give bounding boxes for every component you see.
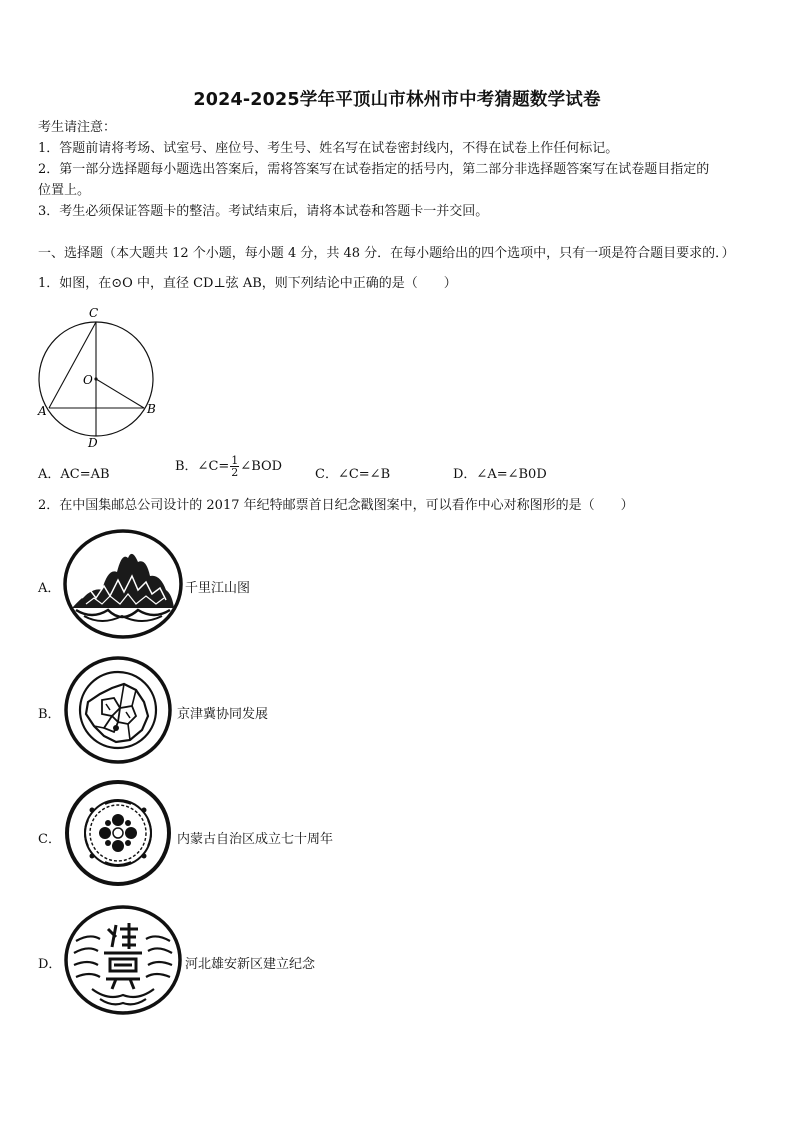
q2-option-a-caption: 千里江山图 (185, 581, 251, 596)
notice-item-2: 2．第一部分选择题每小题选出答案后，需将答案写在试卷指定的括号内，第二部分非选择题答案写在试卷题目指定的 (38, 162, 710, 177)
q2-option-a-letter: A． (38, 581, 61, 596)
q1-option-b (175, 455, 282, 478)
q2-option-c-caption: 内蒙古自治区成立七十周年 (177, 832, 334, 847)
notice-item-3: 3．考生必须保证答题卡的整洁。考试结束后，请将本试卷和答题卡一并交回。 (38, 204, 489, 219)
label-d: D (88, 436, 98, 450)
segment-ob (96, 379, 144, 408)
fraction-one-half (230, 455, 239, 478)
q2-option-b-letter: B． (38, 707, 61, 722)
notice-item-2-cont: 位置上。 (38, 183, 91, 198)
q2-option-c-letter: C． (38, 832, 61, 847)
label-a: A (38, 404, 47, 418)
fraction-numerator: 1 (231, 454, 239, 467)
q1-option-a: A．AC=AB (38, 467, 110, 482)
stamp-xiongan-icon (62, 903, 184, 1017)
label-b: B (147, 402, 156, 416)
page-title: 2024-2025学年平顶山市林州市中考猜题数学试卷 (193, 90, 601, 110)
segment-ac (49, 322, 96, 408)
question-1-stem: 1．如图，在⊙O 中，直径 CD⊥弦 AB，则下列结论中正确的是（ ） (38, 276, 457, 291)
q1-option-d: D．∠A=∠B0D (453, 467, 547, 482)
q1-option-b-prefix: B．∠C= (175, 459, 230, 474)
circle-diagram (34, 302, 164, 452)
q2-option-d-caption: 河北雄安新区建立纪念 (185, 957, 316, 972)
section-heading: 一、选择题（本大题共 12 个小题，每小题 4 分，共 48 分．在每小题给出的四个选项中，只有一项是符合题目要求的．） (38, 246, 735, 261)
q2-option-d-letter: D． (38, 957, 62, 972)
center-point (94, 377, 97, 380)
notice-heading: 考生请注意： (38, 120, 117, 135)
label-o: O (83, 373, 93, 387)
q2-option-b-caption: 京津冀协同发展 (177, 707, 269, 722)
stamp-qianli-jiangshan-icon (62, 528, 184, 640)
label-c: C (89, 306, 99, 320)
q1-option-b-suffix: ∠BOD (240, 459, 283, 474)
fraction-denominator: 2 (231, 466, 239, 479)
stamp-inner-mongolia-icon (62, 778, 174, 888)
stamp-jingjinji-icon (62, 654, 174, 766)
question-2-stem: 2．在中国集邮总公司设计的 2017 年纪特邮票首日纪念戳图案中，可以看作中心对称图形的是（ ） (38, 498, 634, 513)
q1-option-c: C．∠C=∠B (315, 467, 391, 482)
notice-item-1: 1．答题前请将考场、试室号、座位号、考生号、姓名写在试卷密封线内，不得在试卷上作任何标记。 (38, 141, 619, 156)
